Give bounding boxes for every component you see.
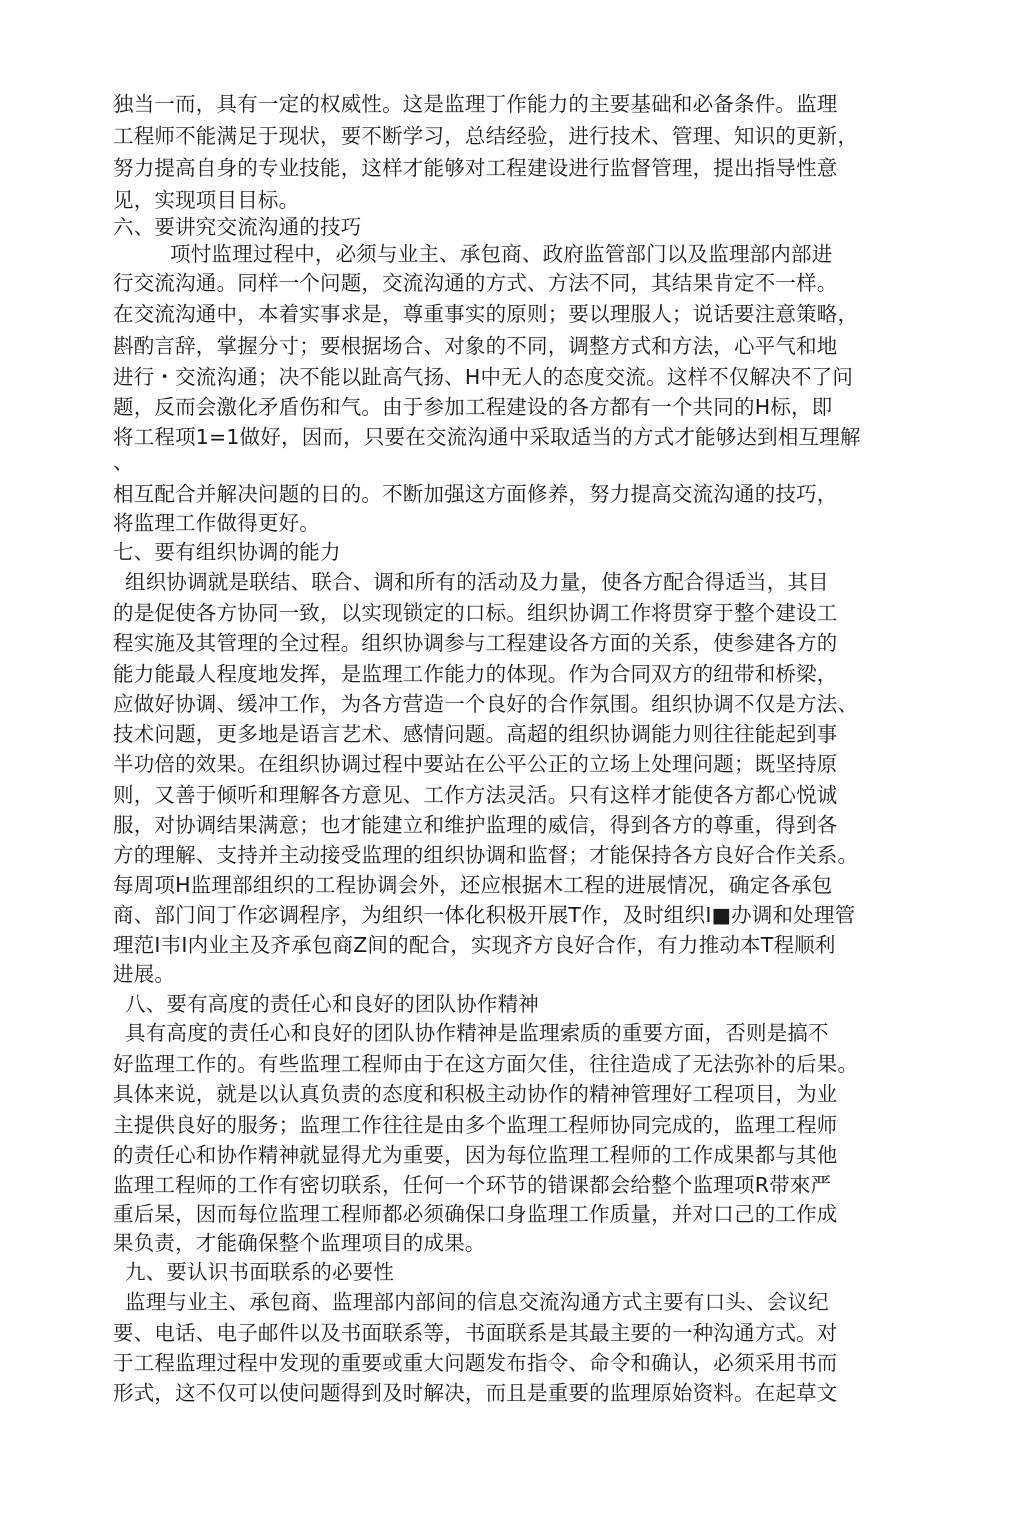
text-line: 形式，这不仅可以使问题得到及时解决，而且是重要的监理原始资料。在起草文 xyxy=(113,1381,838,1405)
text-line: 则，又善于倾听和理解各方意见、工作方法灵活。只有这样才能使各方都心悦诚 xyxy=(113,783,838,807)
text-line: 能力能最人程度地发挥，是监理工作能力的体现。作为合同双方的纽带和桥梁， xyxy=(113,662,838,686)
text-line: 服，对协调结果满意；也才能建立和维护监理的威信，得到各方的尊重，得到各 xyxy=(113,813,838,837)
text-line: 独当一而，具有一定的权威性。这是监理丁作能力的主要基础和必备条件。监理 xyxy=(113,92,838,116)
text-line: 进行・交流沟通；决不能以趾高气扬、H中无人的态度交流。这样不仅解决不了问 xyxy=(113,365,854,389)
text-line: 应做好协调、缓冲工作，为各方营造一个良好的合作氛围。组织协调不仅是方法、 xyxy=(113,692,859,716)
text-line: 程实施及其管理的全过程。组织协调参与工程建设各方面的关系，使参建各方的 xyxy=(113,631,838,655)
text-line: 好监理工作的。有些监理工程师由于在这方面欠佳，往往造成了无法弥补的后果。 xyxy=(113,1052,859,1076)
text-line: 要、电话、电子邮件以及书面联系等，书面联系是其最主要的一种沟通方式。对 xyxy=(113,1321,838,1345)
text-line: 主提供良好的服务；监理工作往往是由多个监理工程师协同完成的，监理工程师 xyxy=(113,1113,838,1137)
text-line: 的责任心和协作精神就显得尤为重要，因为每位监理工程师的工作成果都与其他 xyxy=(113,1143,838,1167)
text-line: 将监理工作做得更好。 xyxy=(113,511,320,535)
text-line: 具体来说，就是以认真负责的态度和积极主动协作的精神管理好工程项目，为业 xyxy=(113,1082,838,1106)
text-line: 题，反而会激化矛盾伤和气。由于参加工程建设的各方都有一个共同的H标，即 xyxy=(113,395,833,419)
section-heading: 九、要认识书面联系的必要性 xyxy=(125,1260,395,1284)
text-line: 每周项H监理部组织的工程协调会外，还应根据木工程的进展情况，确定各承包 xyxy=(113,873,833,897)
section-heading: 七、要有组织协调的能力 xyxy=(113,540,341,564)
text-line: 斟酌言辞，掌握分寸；要根据场合、对象的不同，调整方式和方法，心平气和地 xyxy=(113,334,838,358)
text-line: 理范I韦I内业主及齐承包商Z间的配合，实现齐方良好合作，有力推动本T程顺利 xyxy=(113,933,836,957)
text-line: 的是促使各方协同一致，以实现锁定的口标。组织协调工作将贯穿于整个建设工 xyxy=(113,601,838,625)
text-line: 在交流沟通中，本着实事求是，尊重事实的原则；要以理服人；说话要注意策略， xyxy=(113,302,859,326)
text-line: 具有高度的责任心和良好的团队协作精神是监理索质的重要方面，否则是搞不 xyxy=(125,1021,829,1045)
text-line: 将工程项1=1做好，因而，只要在交流沟通中采取适当的方式才能够达到相互理解 xyxy=(113,425,861,449)
text-line: 组织协调就是联结、联合、调和所有的活动及力量，使各方配合得适当，其目 xyxy=(125,570,829,594)
section-heading: 八、要有高度的责任心和良好的团队协作精神 xyxy=(125,992,539,1016)
text-line: 进展。 xyxy=(113,962,176,986)
text-line: 半功倍的效果。在组织协调过程中要站在公平公正的立场上处理问题；既坚持原 xyxy=(113,752,838,776)
text-line: 监理工程师的工作有密切联系，任何一个环节的错课都会给整个监理项R带來严 xyxy=(113,1173,832,1197)
text-line: 行交流沟通。同样一个问题，交流沟通的方式、方法不同，其结果肯定不一样。 xyxy=(113,271,838,295)
text-line: 工程师不能满足于现状，要不断学习，总结经验，进行技术、管理、知识的更新， xyxy=(113,124,859,148)
text-line: 方的理解、支持并主动接受监理的组织协调和监督；才能保持各方良好合作关系。 xyxy=(113,843,859,867)
text-line: 努力提高自身的专业技能，这样才能够对工程建设进行监督管理，提出指导性意 xyxy=(113,156,838,180)
text-line: 重后杲，因而每位监理工程师都必须确保口身监理工作质量，并对口己的工作成 xyxy=(113,1202,838,1226)
text-line: 相互配合并解决问题的日的。不断加强这方面修养，努力提高交流沟通的技巧， xyxy=(113,482,838,506)
text-line: 项忖监理过程中，必须与业主、承包商、政府监管部门以及监理部内部进 xyxy=(170,242,833,266)
text-line: 果负责，才能确保整个监理项目的成果。 xyxy=(113,1231,486,1255)
text-line: 技术问题，更多地是语言艺术、感情问题。高超的组织协调能力则往往能起到事 xyxy=(113,722,838,746)
text-line: 、 xyxy=(113,450,134,474)
text-line: 商、部门间丁作宓调程序，为组织一体化积极开展T作，及时组织I■办调和处理管 xyxy=(113,903,856,927)
text-line: 于工程监理过程中发现的重要或重大问题发布指令、命令和确认，必须采用书而 xyxy=(113,1351,838,1375)
text-line: 监理与业主、承包商、监理部内部间的信息交流沟通方式主要有口头、会议纪 xyxy=(125,1290,829,1314)
text-line: 见，实现项目目标。 xyxy=(113,188,300,212)
section-heading: 六、要讲究交流沟通的技巧 xyxy=(113,215,362,239)
